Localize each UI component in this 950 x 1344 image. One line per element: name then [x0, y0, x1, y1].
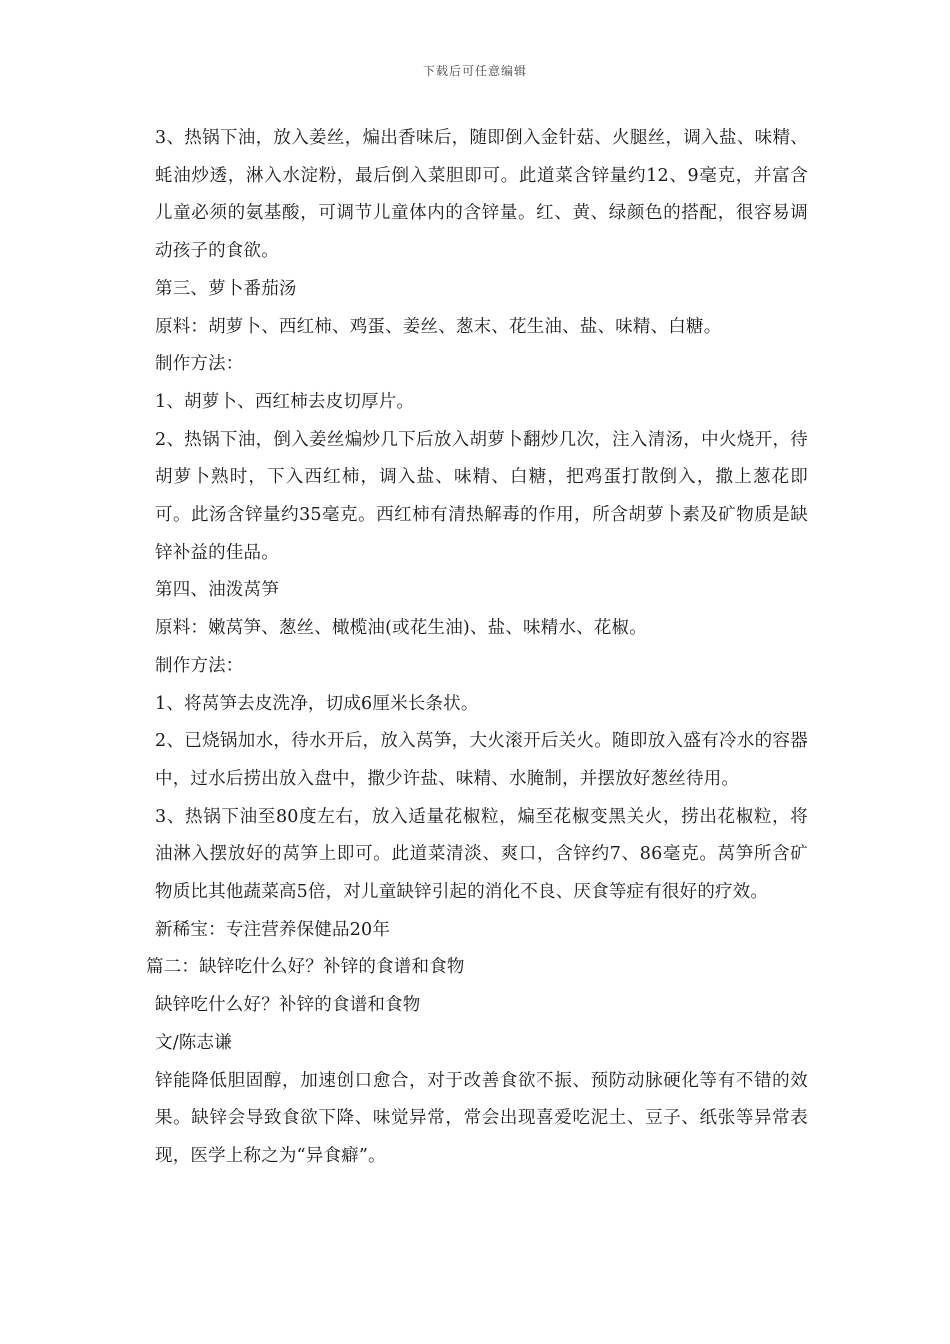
article-author: 文/陈志谦 — [155, 1032, 232, 1053]
section-heading-lettuce: 第四、油泼莴笋 — [155, 580, 279, 601]
paragraph-method-label-2: 制作方法： — [155, 655, 244, 676]
paragraph-soup-step-2: 2、热锅下油，倒入姜丝煸炒几下后放入胡萝卜翻炒几次，注入清汤，中火烧开，待胡萝卜熟时，下入西红柿，调入盐、味精、白糖，把鸡蛋打散倒入，撒上葱花即可。此汤含锌量约35毫克。西红柿有清热解毒的作用，所含胡萝卜素及矿物质是缺锌补益的佳品。 — [155, 429, 808, 563]
header-note: 下载后可任意编辑 — [422, 64, 527, 78]
paragraph-brand-line: 新稀宝：专注营养保健品20年 — [155, 919, 391, 940]
paragraph-zinc-benefits: 锌能降低胆固醇，加速创口愈合，对于改善食欲不振、预防动脉硬化等有不错的效果。缺锌会导致食欲下降、味觉异常，常会出现喜爱吃泥土、豆子、纸张等异常表现，医学上称之为“异食癖”。 — [155, 1070, 808, 1166]
chapter-heading-part-two: 篇二：缺锌吃什么好？补锌的食谱和食物 — [146, 957, 465, 978]
paragraph-ingredients-lettuce: 原料：嫩莴笋、葱丝、橄榄油(或花生油)、盐、味精水、花椒。 — [155, 618, 647, 639]
article-title: 缺锌吃什么好？补锌的食谱和食物 — [155, 995, 421, 1016]
paragraph-method-label: 制作方法： — [155, 354, 244, 375]
paragraph-lettuce-step-3: 3、热锅下油至80度左右，放入适量花椒粒，煸至花椒变黑关火，捞出花椒粒，将油淋入摆放好的莴笋上即可。此道菜清淡、爽口，含锌约7、86毫克。莴笋所含矿物质比其他蔬菜高5倍，对儿童缺锌引起的消化不良、厌食等症有很好的疗效。 — [155, 806, 808, 903]
paragraph-soup-step-1: 1、胡萝卜、西红柿去皮切厚片。 — [155, 391, 415, 412]
paragraph-lettuce-step-1: 1、将莴笋去皮洗净，切成6厘米长条状。 — [155, 693, 479, 714]
document-body — [146, 120, 808, 1176]
paragraph-lettuce-step-2: 2、已烧锅加水，待水开后，放入莴笋，大火滚开后关火。随即放入盛有冷水的容器中，过水后捞出放入盘中，撒少许盐、味精、水腌制，并摆放好葱丝待用。 — [155, 731, 808, 789]
paragraph-step-3-stir-fry: 3、热锅下油，放入姜丝，煸出香味后，随即倒入金针菇、火腿丝，调入盐、味精、蚝油炒透，淋入水淀粉，最后倒入菜胆即可。此道菜含锌量约12、9毫克，并富含儿童必须的氨基酸，可调节儿童体内的含锌量。红、黄、绿颜色的搭配，很容易调动孩子的食欲。 — [155, 128, 808, 262]
paragraph-ingredients-soup: 原料：胡萝卜、西红柿、鸡蛋、姜丝、葱末、花生油、盐、味精、白糖。 — [155, 316, 722, 337]
section-heading-carrot-tomato-soup: 第三、萝卜番茄汤 — [155, 278, 297, 299]
